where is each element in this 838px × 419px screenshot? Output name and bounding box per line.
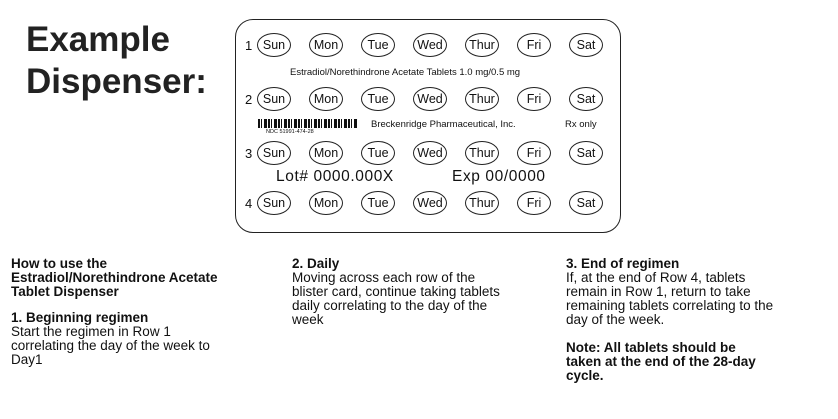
row-number: 3	[245, 146, 253, 161]
step-2-title: 2. Daily	[292, 256, 340, 271]
step-3-title: 3. End of regimen	[566, 256, 680, 271]
day-tue: Tue	[361, 87, 395, 111]
note-text: taken at the end of the 28-day	[566, 354, 756, 369]
instructions-col-3	[566, 257, 834, 383]
day-fri: Fri	[517, 141, 551, 165]
day-tue: Tue	[361, 33, 395, 57]
step-2-text: daily correlating to the day of the	[292, 298, 488, 313]
step-3-text: remain in Row 1, return to take	[566, 284, 751, 299]
day-sat: Sat	[569, 33, 603, 57]
title-line-2: Dispenser:	[26, 62, 207, 101]
day-thur: Thur	[465, 141, 499, 165]
step-2-text: Moving across each row of the	[292, 270, 476, 285]
day-wed: Wed	[413, 87, 447, 111]
note-text: Note: All tablets should be	[566, 340, 736, 355]
usage-title: How to use the	[11, 256, 108, 271]
instructions-col-1	[11, 257, 276, 367]
day-sun: Sun	[257, 33, 291, 57]
day-thur: Thur	[465, 191, 499, 215]
rx-only: Rx only	[565, 119, 597, 130]
barcode	[258, 119, 358, 128]
step-3-text: remaining tablets correlating to the	[566, 298, 774, 313]
row-number: 1	[245, 38, 253, 53]
day-tue: Tue	[361, 191, 395, 215]
step-1-title: 1. Beginning regimen	[11, 310, 149, 325]
day-sun: Sun	[257, 141, 291, 165]
step-3-text: If, at the end of Row 4, tablets	[566, 270, 746, 285]
instructions-col-2	[292, 257, 557, 327]
step-1-text: correlating the day of the week to	[11, 338, 210, 353]
day-thur: Thur	[465, 87, 499, 111]
day-fri: Fri	[517, 191, 551, 215]
usage-title: Estradiol/Norethindrone Acetate	[11, 270, 218, 285]
day-sun: Sun	[257, 87, 291, 111]
day-fri: Fri	[517, 33, 551, 57]
day-wed: Wed	[413, 141, 447, 165]
step-1-text: Day1	[11, 352, 43, 367]
day-mon: Mon	[309, 33, 343, 57]
day-wed: Wed	[413, 33, 447, 57]
day-tue: Tue	[361, 141, 395, 165]
step-2-text: blister card, continue taking tablets	[292, 284, 500, 299]
day-sun: Sun	[257, 191, 291, 215]
step-2-text: week	[292, 312, 324, 327]
title-line-1: Example	[26, 20, 170, 59]
product-name: Estradiol/Norethindrone Acetate Tablets 1.0 mg/0.5 mg	[290, 67, 521, 78]
usage-title: Tablet Dispenser	[11, 284, 119, 299]
step-3-text: day of the week.	[566, 312, 665, 327]
expiration-date: Exp 00/0000	[452, 168, 546, 185]
row-number: 2	[245, 92, 253, 107]
step-1-text: Start the regimen in Row 1	[11, 324, 171, 339]
day-mon: Mon	[309, 141, 343, 165]
company-name: Breckenridge Pharmaceutical, Inc.	[371, 119, 516, 130]
note-text: cycle.	[566, 368, 604, 383]
row-number: 4	[245, 196, 253, 211]
day-fri: Fri	[517, 87, 551, 111]
day-sat: Sat	[569, 141, 603, 165]
day-mon: Mon	[309, 191, 343, 215]
lot-number: Lot# 0000.000X	[276, 168, 394, 185]
day-thur: Thur	[465, 33, 499, 57]
blister-card	[235, 19, 621, 233]
day-mon: Mon	[309, 87, 343, 111]
day-sat: Sat	[569, 87, 603, 111]
day-wed: Wed	[413, 191, 447, 215]
ndc-number: NDC 51991-474-28	[266, 129, 314, 135]
day-sat: Sat	[569, 191, 603, 215]
